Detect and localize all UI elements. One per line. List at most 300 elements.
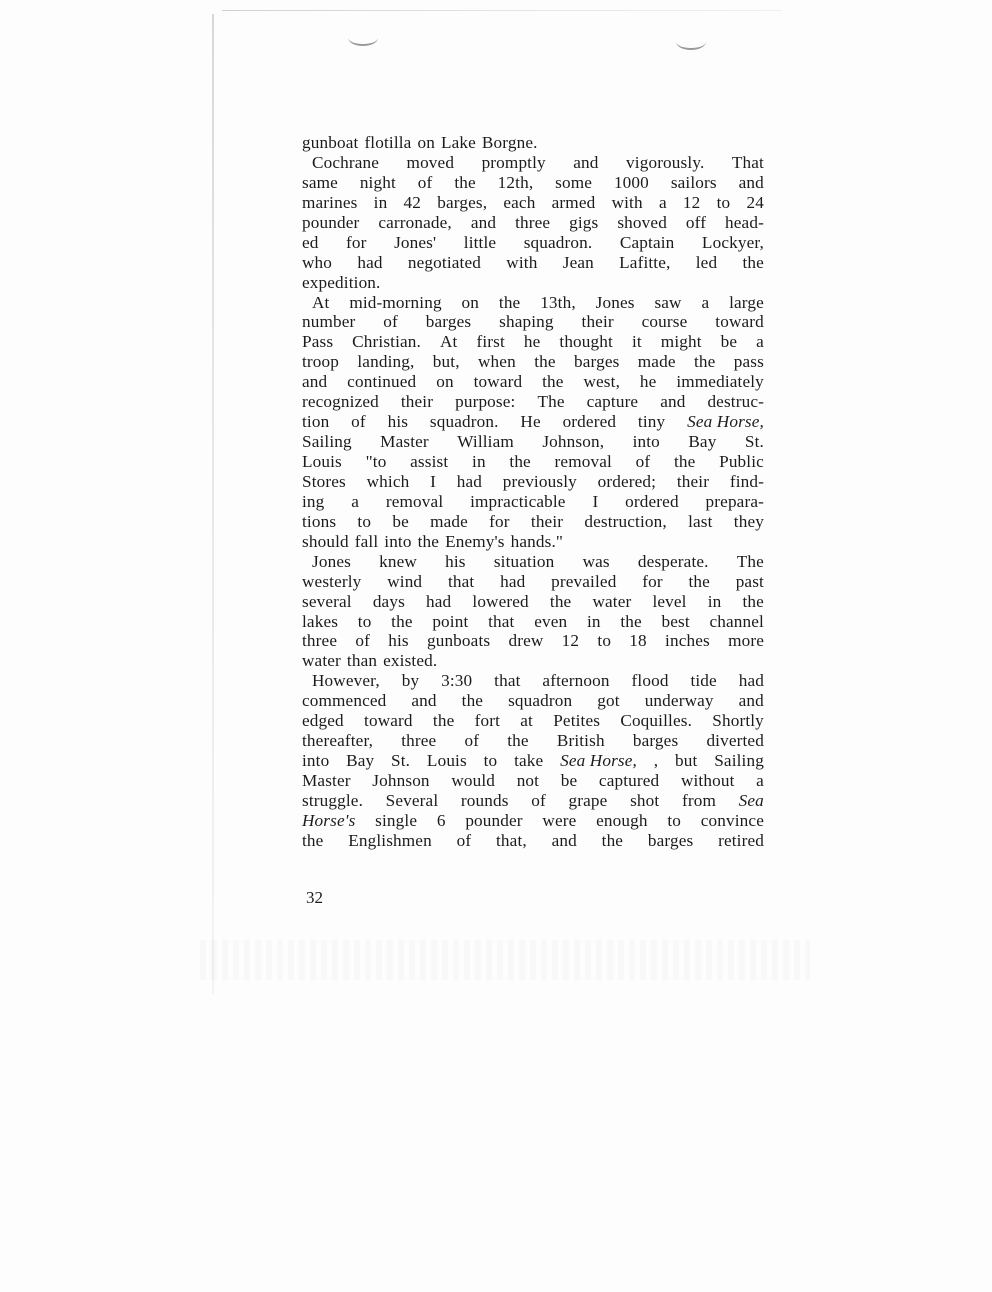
word: and (660, 392, 686, 412)
word: the (391, 611, 413, 631)
word: toward (364, 711, 413, 731)
word: a (756, 771, 764, 790)
word: some (555, 172, 593, 192)
word: Sailing (714, 751, 764, 771)
word: assist (410, 452, 449, 471)
word: Lockyer, (701, 232, 764, 252)
word: for (642, 571, 663, 591)
page-left-edge (212, 14, 214, 994)
word: vigorously. (626, 152, 705, 172)
word: Sea (738, 790, 764, 810)
word: and (302, 372, 328, 392)
word: from (681, 790, 716, 810)
word: the (673, 452, 696, 471)
word: drew (508, 631, 544, 651)
word: with (506, 252, 538, 272)
word: Johnson (372, 771, 430, 790)
word: Public (719, 452, 764, 471)
word: each (503, 192, 536, 212)
word: marines (302, 192, 358, 212)
word: the (454, 172, 476, 192)
word: the (693, 352, 716, 372)
word: enough (596, 810, 648, 830)
word: be (560, 771, 578, 790)
word: Lake (440, 133, 476, 152)
word: inches (665, 631, 710, 651)
word: Jones (312, 551, 351, 571)
text-line (302, 711, 764, 731)
word: ordered (625, 491, 679, 511)
word: without (680, 771, 735, 790)
word: had (456, 471, 483, 491)
word: large (729, 292, 764, 312)
word: of (355, 631, 370, 651)
word: toward (473, 372, 523, 392)
word: toward (715, 312, 764, 332)
word: and (573, 152, 599, 172)
word: a (658, 192, 667, 212)
text-line (302, 651, 764, 671)
word: had (426, 591, 452, 611)
word: shaping (499, 312, 554, 332)
word: barges (632, 731, 679, 751)
word: the (302, 830, 324, 850)
word: Bay (346, 751, 375, 771)
word: when (478, 352, 516, 372)
word: and (738, 691, 764, 711)
word: At (439, 332, 458, 352)
word: edged (302, 711, 344, 731)
word: his (388, 631, 409, 651)
word: to (667, 810, 682, 830)
word: gigs (569, 212, 599, 232)
text-line (302, 273, 764, 293)
word: to (357, 611, 372, 631)
word: underway (644, 691, 714, 711)
word: be (720, 332, 738, 352)
word: ordered; (597, 471, 657, 491)
word: Johnson, (542, 432, 605, 452)
word: previously (502, 471, 577, 491)
word: that (447, 571, 475, 591)
word: removal (385, 491, 444, 511)
word: night (359, 172, 396, 192)
word: expedition. (302, 272, 381, 292)
word: and (738, 172, 764, 192)
text-line (302, 213, 764, 233)
word: hands." (510, 531, 564, 551)
word: the (542, 372, 564, 392)
word: Louis (426, 751, 467, 771)
word: impracticable (470, 491, 566, 511)
word: lakes (302, 611, 339, 631)
word: that, (496, 830, 527, 850)
word: rounds (460, 790, 509, 810)
word: struggle. (302, 790, 364, 810)
word: mid-morning (349, 292, 442, 312)
word: made (637, 352, 676, 372)
word: made (430, 511, 468, 531)
word: find- (729, 471, 764, 491)
word: he (639, 372, 657, 392)
word: had (357, 252, 383, 272)
word: I (430, 471, 437, 491)
word: Louis (302, 452, 342, 471)
word: Master (302, 771, 351, 790)
word: and (470, 212, 497, 232)
text-line (302, 612, 764, 632)
text-line (302, 253, 764, 273)
word: purpose: (455, 392, 516, 412)
word: the (461, 691, 484, 711)
word: prevailed (551, 571, 617, 591)
word: past (735, 571, 764, 591)
word: Shortly (712, 711, 764, 731)
word: That (731, 152, 764, 172)
text-line (302, 771, 764, 791)
binding-hole-mark-right (676, 34, 706, 50)
word: commenced (302, 691, 387, 711)
word: of (417, 172, 433, 192)
word: knew (379, 551, 417, 571)
word: Lafitte, (619, 252, 671, 272)
word: promptly (481, 152, 546, 172)
text-line (302, 332, 764, 352)
word: in (472, 452, 486, 471)
word: Pass (302, 332, 334, 352)
text-line (302, 492, 764, 512)
word: The (537, 392, 565, 412)
word: barges (647, 830, 694, 850)
text-line (302, 691, 764, 711)
word: were (542, 810, 577, 830)
word: William (457, 432, 514, 452)
word: of (456, 830, 472, 850)
word: in (373, 192, 388, 212)
word: would (451, 771, 496, 790)
word: into (632, 432, 660, 452)
word: armed (551, 192, 596, 212)
text-line (302, 552, 764, 572)
word: negotiated (407, 252, 481, 272)
word: removal (554, 452, 612, 471)
word: it (631, 332, 642, 352)
word: squadron (508, 691, 573, 711)
word: of (383, 312, 398, 332)
word: three (515, 212, 551, 232)
word: I (592, 491, 599, 511)
word: Jones (595, 292, 635, 312)
word: squadron. (429, 412, 499, 432)
word: on (436, 372, 454, 392)
word: shot (630, 790, 660, 810)
word: recognized (302, 392, 379, 412)
reverse-side-bleed-through (200, 940, 810, 980)
text-line (302, 751, 764, 771)
word: the (534, 352, 556, 372)
word: but (675, 751, 698, 771)
word: the (509, 452, 531, 471)
text-line (302, 512, 764, 532)
word: destruction, (584, 511, 667, 531)
word: of (531, 790, 546, 810)
text-line (302, 452, 764, 472)
word: first (476, 332, 505, 352)
word: water (592, 591, 632, 611)
word: they (733, 511, 764, 531)
word: The (736, 551, 764, 571)
word: "to (365, 452, 387, 471)
word: to (597, 631, 612, 651)
word: Enemy's (445, 531, 505, 551)
word: tiny (637, 412, 666, 432)
word: little (463, 232, 497, 252)
text-line (302, 153, 764, 173)
text-line (302, 472, 764, 492)
word: 24 (746, 192, 764, 212)
word: Sea Horse, (560, 751, 637, 771)
word: Master (380, 432, 429, 452)
text-line (302, 293, 764, 313)
text-line (302, 532, 764, 552)
word: same (302, 172, 338, 192)
word: lowered (472, 591, 529, 611)
word: gunboats (426, 631, 491, 651)
word: 6 (436, 810, 446, 830)
word: was (582, 551, 610, 571)
word: diverted (706, 731, 764, 751)
word: afternoon (542, 671, 610, 691)
text-line (302, 173, 764, 193)
word: Sailing (302, 432, 352, 452)
word: wind (387, 571, 423, 591)
word: 13th, (540, 292, 576, 312)
word: got (597, 691, 620, 711)
word: flotilla (364, 133, 412, 152)
word: of (351, 412, 366, 432)
word: barges, (437, 192, 488, 212)
word: continued (347, 372, 417, 392)
text-line (302, 412, 764, 432)
word: He (520, 412, 541, 432)
word: the (601, 830, 624, 850)
word: course (641, 312, 688, 332)
word: 12 (682, 192, 701, 212)
word: troop (302, 352, 340, 372)
word: their (581, 312, 614, 332)
word: single (375, 810, 418, 830)
word: destruc- (707, 392, 764, 412)
word: even (534, 611, 568, 631)
word: on (417, 133, 435, 152)
text-line (302, 631, 764, 651)
word: Borgne. (481, 133, 538, 152)
word: at (520, 711, 533, 731)
word: in (586, 611, 601, 631)
word: ordered (562, 412, 617, 432)
word: immediately (676, 372, 764, 392)
word: should (302, 531, 349, 551)
word: moved (406, 152, 455, 172)
word: thereafter, (302, 731, 374, 751)
word: Stores (302, 471, 346, 491)
word: number (302, 312, 356, 332)
word: by (401, 671, 420, 691)
word: fall (354, 531, 379, 551)
text-line (302, 592, 764, 612)
word: tide (690, 671, 717, 691)
text-line (302, 372, 764, 392)
word: might (660, 332, 702, 352)
word: he (523, 332, 541, 352)
word: landing, (357, 352, 415, 372)
word: three (401, 731, 437, 751)
word: 12 (561, 631, 580, 651)
word: the (417, 531, 440, 551)
word: barges (425, 312, 472, 332)
word: with (611, 192, 643, 212)
word: capture (586, 392, 639, 412)
word: squadron. (523, 232, 593, 252)
word: three (302, 631, 338, 651)
word: had (500, 571, 526, 591)
word: St. (744, 432, 764, 452)
text-line (302, 352, 764, 372)
text-line (302, 233, 764, 253)
word: 1000 (613, 172, 649, 192)
word: into (384, 531, 412, 551)
word: the (432, 711, 455, 731)
page-top-edge (222, 10, 782, 11)
word: Coquilles. (620, 711, 693, 731)
word: led (695, 252, 718, 272)
word: Englishmen (348, 830, 432, 850)
word: convince (700, 810, 764, 830)
word: be (392, 511, 409, 531)
word: captured (598, 771, 660, 790)
text-line (302, 671, 764, 691)
word: for (489, 511, 510, 531)
text-line (302, 392, 764, 412)
text-line (302, 831, 764, 851)
word: on (461, 292, 480, 312)
word: off (685, 212, 707, 232)
word: level (652, 591, 687, 611)
word: prepara- (705, 491, 764, 511)
word: ed (302, 232, 319, 252)
word: gunboat (302, 133, 359, 152)
word: pass (733, 352, 764, 372)
word: and (551, 830, 577, 850)
word: to (483, 751, 498, 771)
word: the (742, 591, 764, 611)
text-line (302, 791, 764, 811)
word: channel (709, 611, 764, 631)
word: more (728, 631, 764, 651)
word: but, (432, 352, 460, 372)
text-line (302, 811, 764, 831)
word: thought (559, 332, 613, 352)
word: head- (725, 212, 764, 232)
word: barges (573, 352, 620, 372)
text-line (302, 731, 764, 751)
word: that (494, 671, 521, 691)
word: ing (302, 491, 325, 511)
word: shoved (617, 212, 667, 232)
word: However, (312, 671, 380, 691)
word: the (620, 611, 642, 631)
word: the (688, 571, 710, 591)
word: existed. (383, 651, 438, 671)
word: which (366, 471, 410, 491)
word: pounder (465, 810, 523, 830)
word: saw (654, 292, 682, 312)
word: water (302, 651, 341, 671)
word: 12th, (497, 172, 534, 192)
word: Jean (562, 252, 594, 272)
text-line (302, 193, 764, 213)
word: 18 (629, 631, 647, 651)
word: a (701, 292, 710, 312)
binding-hole-mark-left (348, 30, 378, 46)
word: his (445, 551, 466, 571)
word: who (302, 252, 333, 272)
word: desperate. (637, 551, 709, 571)
word: Jones' (394, 232, 437, 252)
word: the (549, 591, 572, 611)
word: Captain (619, 232, 675, 252)
word: 3:30 (441, 671, 473, 691)
word: Sea Horse, (687, 412, 764, 432)
word: days (372, 591, 405, 611)
word: situation (493, 551, 555, 571)
word: Petites (553, 711, 601, 731)
word: and (411, 691, 437, 711)
word: the (498, 292, 521, 312)
word: flood (631, 671, 669, 691)
word: tions (302, 511, 337, 531)
word: fort (474, 711, 501, 731)
word: sailors (670, 172, 717, 192)
word: At (312, 292, 330, 312)
word: their (676, 471, 710, 491)
text-line (302, 572, 764, 592)
word: take (514, 751, 544, 771)
word: retired (718, 830, 764, 850)
word: , (653, 751, 659, 771)
word: several (302, 591, 352, 611)
word: in (707, 591, 722, 611)
word: tion (302, 412, 330, 432)
body-text (302, 133, 764, 851)
word: Bay (688, 432, 717, 452)
word: to (716, 192, 731, 212)
word: into (302, 751, 330, 771)
word: their (400, 392, 434, 412)
word: Christian. (352, 332, 421, 352)
word: had (738, 671, 764, 691)
word: a (351, 491, 360, 511)
word: Horse's (302, 810, 356, 830)
word: St. (391, 751, 411, 771)
page-number: 32 (306, 888, 323, 907)
text-line (302, 312, 764, 332)
word: their (530, 511, 564, 531)
word: best (661, 611, 690, 631)
word: his (387, 412, 409, 432)
word: west, (583, 372, 621, 392)
word: the (507, 731, 529, 751)
